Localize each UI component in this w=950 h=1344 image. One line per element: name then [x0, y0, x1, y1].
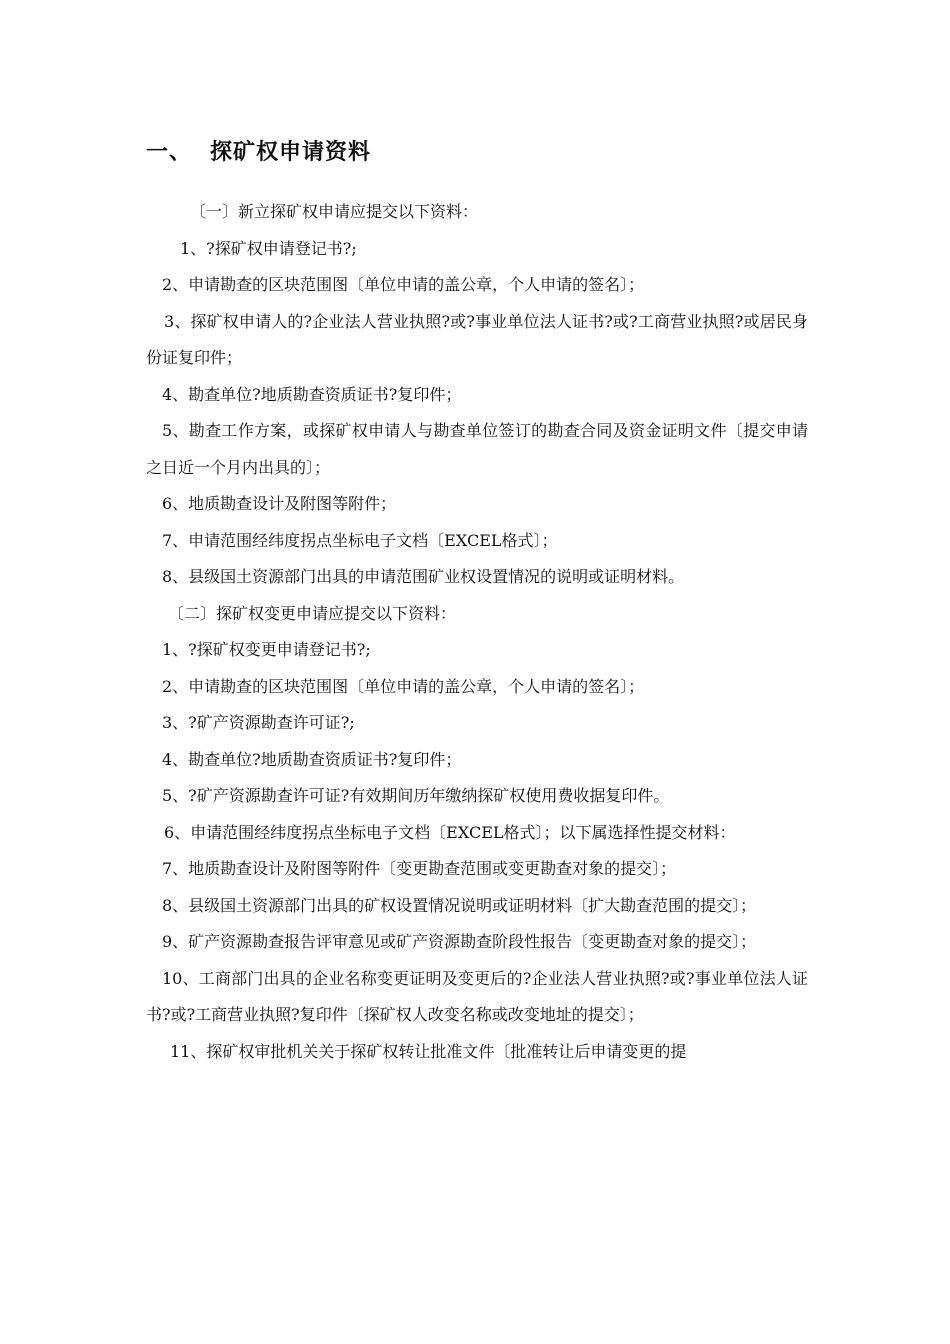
document-paragraph: 11、探矿权审批机关关于探矿权转让批准文件〔批准转让后申请变更的提 — [170, 1041, 687, 1061]
document-paragraph: 1、?探矿权变更申请登记书?; — [162, 640, 371, 659]
document-body — [146, 194, 808, 1070]
document-paragraph: 7、申请范围经纬度拐点坐标电子文档〔EXCEL格式〕； — [162, 530, 558, 550]
document-paragraph: 〔二〕探矿权变更申请应提交以下资料： — [168, 603, 457, 623]
document-paragraph: 4、勘查单位?地质勘查资质证书?复印件； — [162, 749, 462, 769]
section-heading — [146, 136, 371, 170]
document-paragraph: 8、县级国土资源部门出具的申请范围矿业权设置情况的说明或证明材料。 — [162, 567, 685, 586]
document-paragraph: 5、勘查工作方案，或探矿权申请人与勘查单位签订的勘查合同及资金证明文件〔提交申请之日近一个月内出具的〕； — [146, 421, 808, 477]
section-number: 一、 — [146, 140, 193, 165]
document-paragraph: 6、申请范围经纬度拐点坐标电子文档〔EXCEL格式〕；以下属选择性提交材料： — [164, 822, 736, 842]
document-paragraph: 1、?探矿权申请登记书?; — [180, 238, 357, 258]
document-paragraph: 2、申请勘查的区块范围图〔单位申请的盖公章，个人申请的签名〕； — [162, 676, 645, 696]
document-paragraph: 6、地质勘查设计及附图等附件； — [162, 494, 397, 513]
document-paragraph: 9、矿产资源勘查报告评审意见或矿产资源勘查阶段性报告〔变更勘查对象的提交〕； — [162, 932, 757, 951]
document-paragraph: 2、申请勘查的区块范围图〔单位申请的盖公章，个人申请的签名〕； — [162, 275, 645, 294]
document-paragraph: 〔一〕新立探矿权申请应提交以下资料： — [190, 202, 479, 221]
document-paragraph: 3、探矿权申请人的?企业法人营业执照?或?事业单位法人证书?或?工商营业执照?或居民身份证复印件； — [146, 311, 808, 367]
document-paragraph: 4、勘查单位?地质勘查资质证书?复印件； — [162, 384, 462, 404]
document-paragraph: 7、地质勘查设计及附图等附件〔变更勘查范围或变更勘查对象的提交〕； — [162, 859, 677, 878]
document-paragraph: 3、?矿产资源勘查许可证?; — [162, 713, 355, 732]
document-paragraph: 5、?矿产资源勘查许可证?有效期间历年缴纳探矿权使用费收据复印件。 — [162, 786, 670, 805]
document-paragraph: 8、县级国土资源部门出具的矿权设置情况说明或证明材料〔扩大勘查范围的提交〕； — [162, 895, 757, 915]
document-paragraph: 10、工商部门出具的企业名称变更证明及变更后的?企业法人营业执照?或?事业单位法人证书?或?工商营业执照?复印件〔探矿权人改变名称或改变地址的提交〕； — [146, 968, 808, 1024]
section-title: 探矿权申请资料 — [210, 140, 372, 165]
